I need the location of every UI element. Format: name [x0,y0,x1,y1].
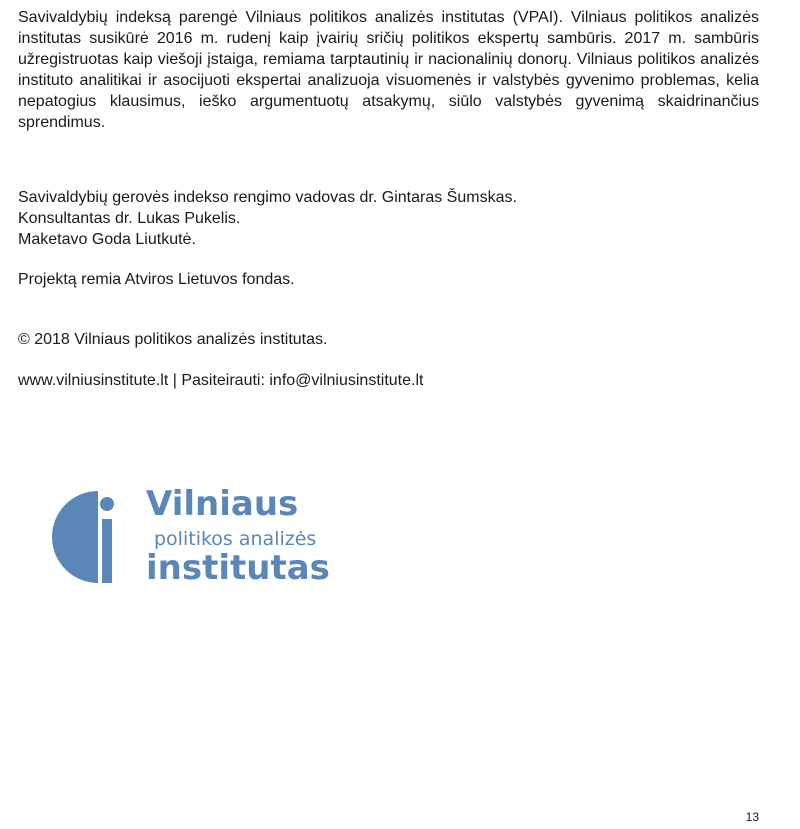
logo-mark-icon [38,488,136,586]
contacts-line: www.vilniusinstitute.lt | Pasiteirauti: info@vilniusinstitute.lt [18,372,424,389]
logo-line-1: Vilniaus [146,484,299,524]
credit-lead: Savivaldybių gerovės indekso rengimo vadovas dr. Gintaras Šumskas. [18,189,517,206]
institute-logo [38,486,348,590]
support-note: Projektą remia Atviros Lietuvos fondas. [18,271,295,288]
credit-layout: Maketavo Goda Liutkutė. [18,231,196,248]
logo-line-3: institutas [146,548,330,588]
copyright-notice: © 2018 Vilniaus politikos analizės institutas. [18,331,328,348]
page-number: 13 [745,810,759,824]
logo-line-2: politikos analizės [154,528,317,550]
intro-paragraph: Savivaldybių indeksą parengė Vilniaus politikos analizės institutas (VPAI). Vilniaus politikos analizės institutas susikūrė 2016 m. rudenį kaip įvairių sričių politikos ekspertų sambūris. 2017 m. sambūris užregistruotas kaip viešoji įstaiga, remiama tarptautinių ir nacionalinių donorų. Vilniaus politikos analizės instituto analitikai ir asocijuoti ekspertai analizuoja visuomenės ir valstybės gyvenimo problemas, kelia nepatogius klausimus, ieško argumentuotų atsakymų, siūlo valstybės gyvenimą skaidrinančius sprendimus. [18,9,759,131]
credit-consultant: Konsultantas dr. Lukas Pukelis. [18,210,241,227]
credits-block [18,187,517,250]
